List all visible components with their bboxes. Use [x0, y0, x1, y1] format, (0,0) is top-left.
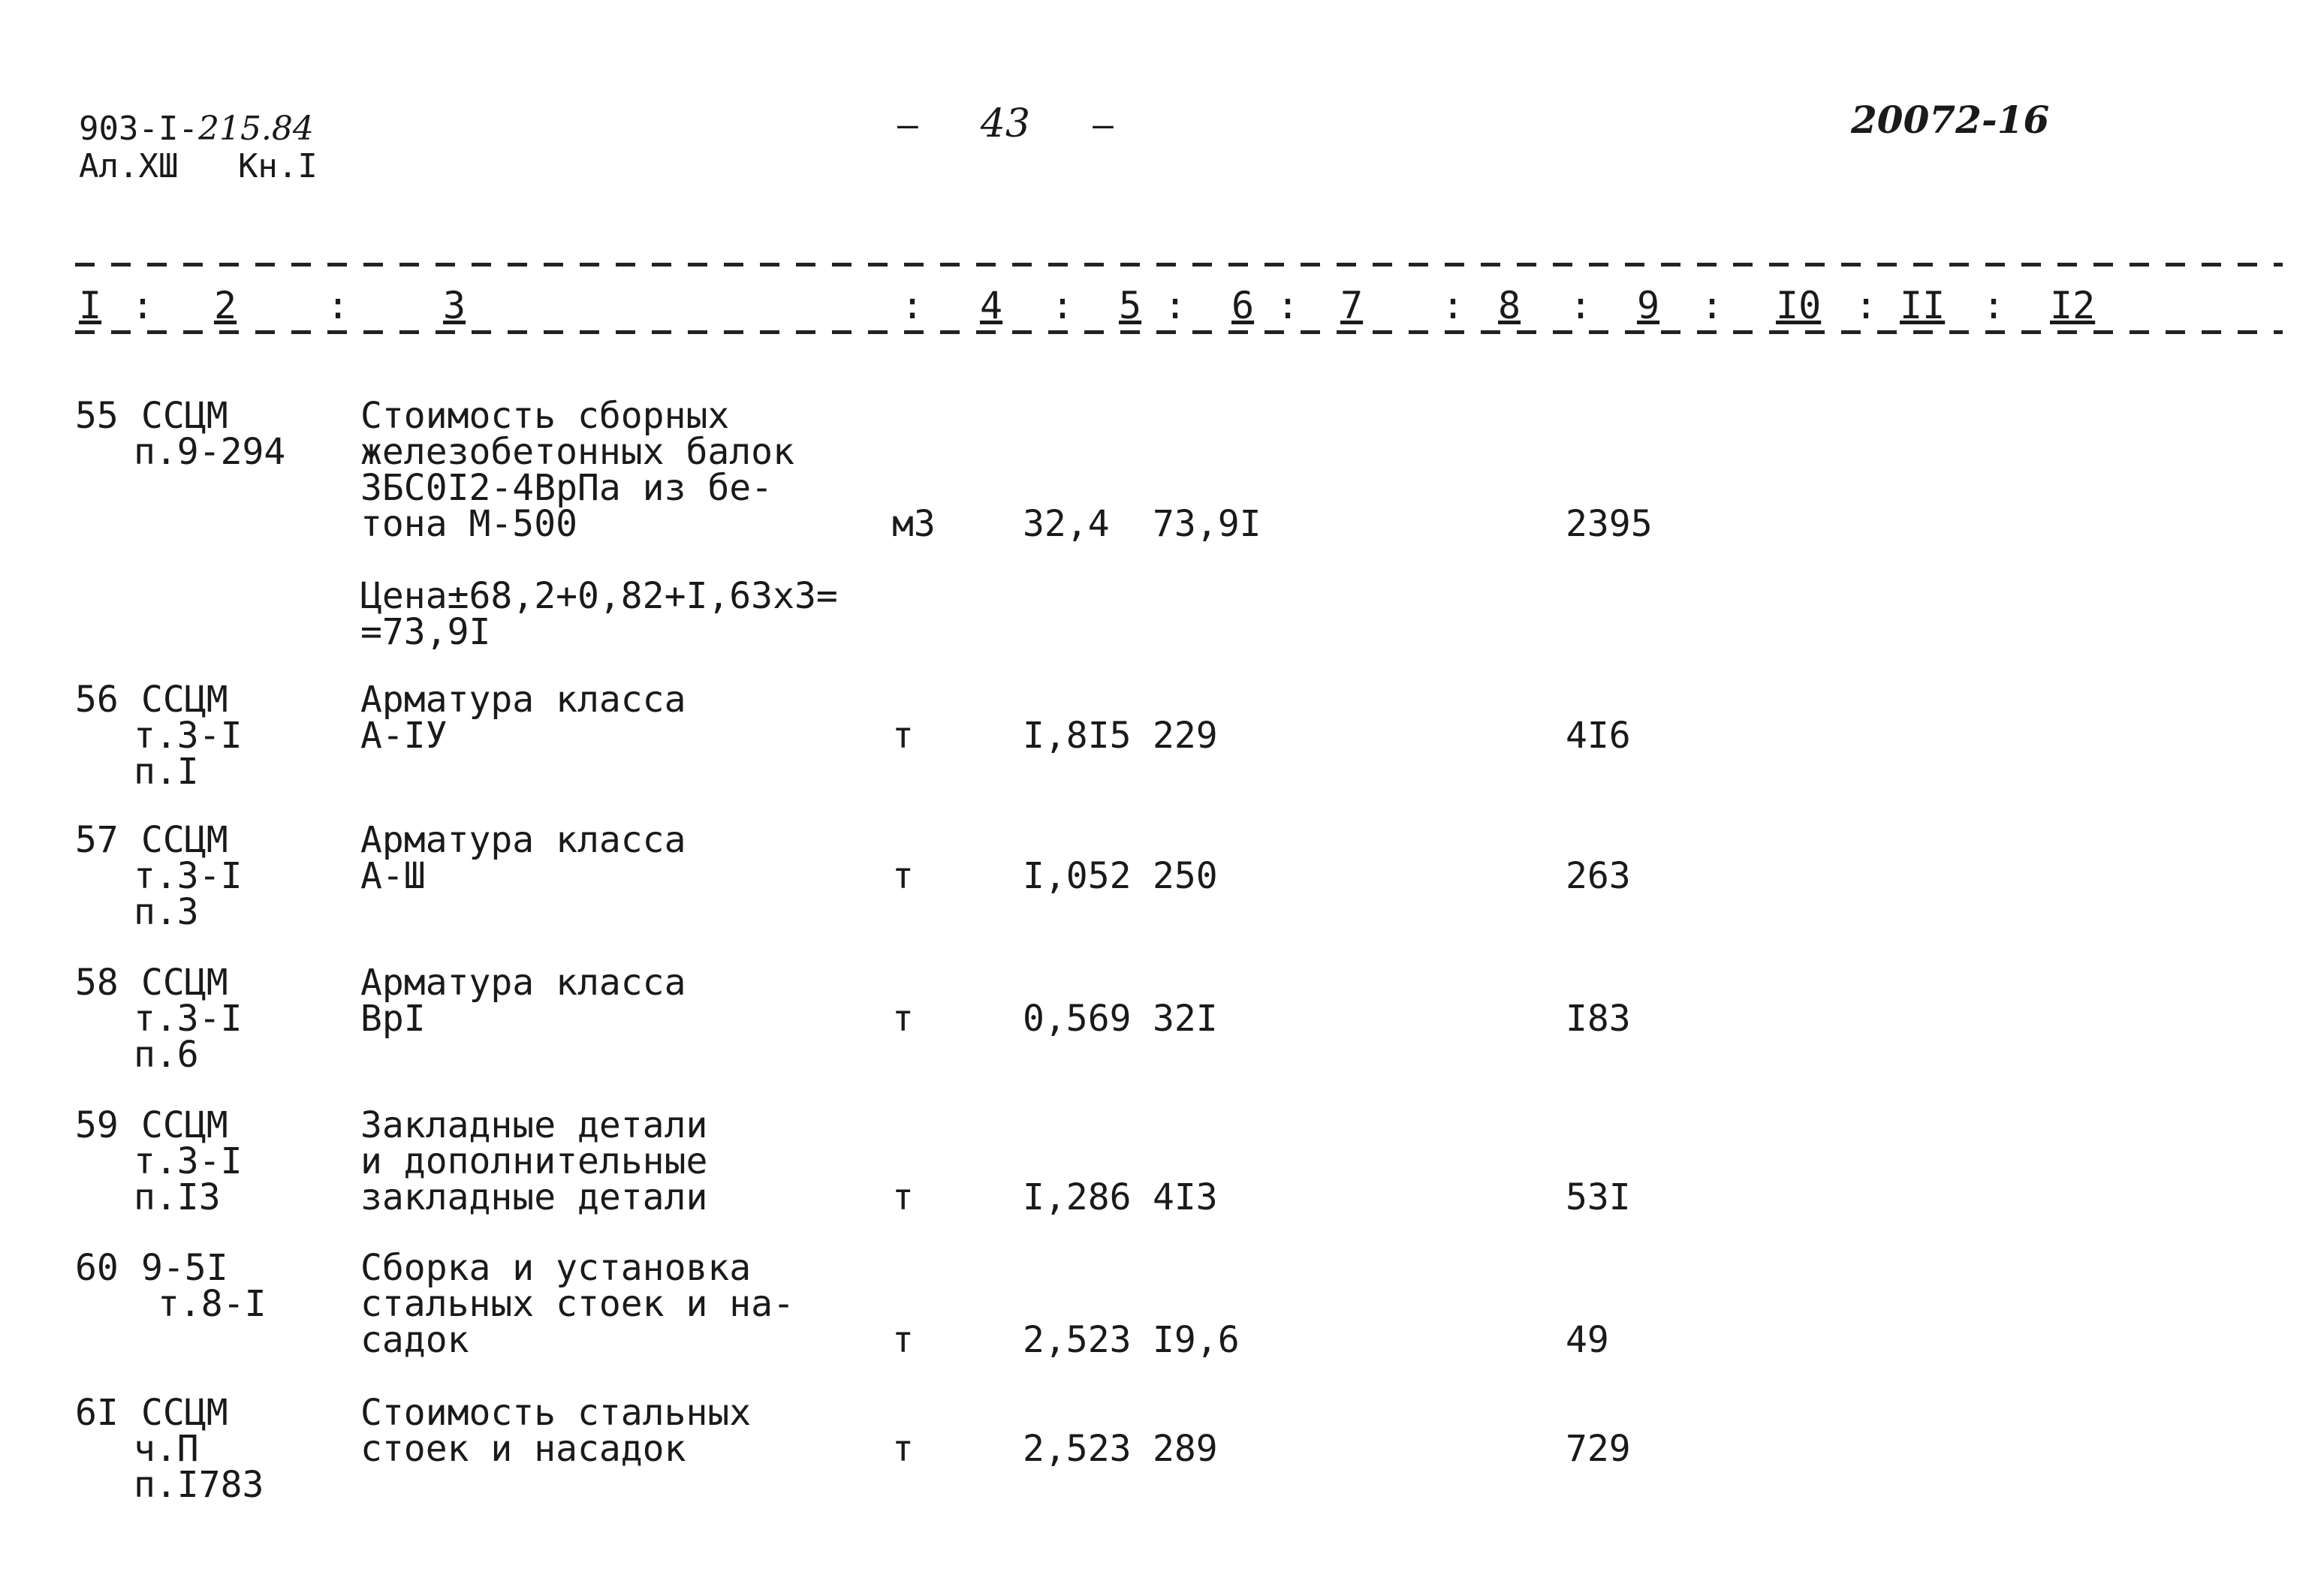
unit-price-value: 229 [1153, 715, 1218, 757]
archive-number: 20072-16 [1851, 98, 2050, 142]
norm-reference: ССЦМ [141, 1392, 228, 1434]
document-code-handwritten: 215.84 [197, 110, 314, 148]
column-number: 2 [214, 284, 237, 327]
column-number: I2 [2050, 284, 2096, 327]
total-cost-value: 729 [1566, 1428, 1631, 1470]
unit-of-measure: т [892, 1428, 914, 1470]
column-separator: : [1855, 284, 1878, 327]
norm-reference: ССЦМ [141, 395, 228, 437]
work-description: Закладные детали [360, 1104, 708, 1146]
row-number: 55 [75, 395, 119, 437]
unit-price-value: 250 [1153, 855, 1218, 897]
row-number: 6I [75, 1392, 119, 1434]
unit-price-value: 73,9I [1153, 503, 1261, 545]
column-number: 7 [1340, 284, 1364, 327]
unit-of-measure: т [892, 1319, 914, 1361]
work-description: стоек и насадок [360, 1428, 686, 1470]
document-code-typed: 903-I- [79, 110, 198, 148]
work-description: Арматура класса [360, 679, 686, 721]
norm-reference: ССЦМ [141, 962, 228, 1004]
column-number: 8 [1498, 284, 1521, 327]
total-cost-value: 2395 [1566, 503, 1653, 545]
column-separator: : [1051, 284, 1075, 327]
page-number: 43 [980, 101, 1030, 146]
norm-reference: п.I [134, 751, 199, 793]
norm-reference: т.8-I [158, 1283, 267, 1325]
row-number: 58 [75, 962, 119, 1004]
page-number-block: – 43 – [897, 101, 1114, 146]
quantity-value: I,286 [1023, 1176, 1132, 1218]
column-separator: : [327, 284, 350, 327]
unit-price-value: I9,6 [1153, 1319, 1240, 1361]
column-number: 3 [443, 284, 466, 327]
column-separator: : [1277, 284, 1300, 327]
norm-reference: п.I783 [134, 1464, 264, 1506]
document-code [79, 111, 314, 147]
row-number: 59 [75, 1104, 119, 1146]
column-number: I [79, 284, 102, 327]
unit-of-measure: т [892, 855, 914, 897]
column-number: 5 [1119, 284, 1142, 327]
price-calculation-note: Цена±68,2+0,82+I,63х3= [360, 575, 838, 617]
column-number: 9 [1637, 284, 1660, 327]
row-number: 57 [75, 819, 119, 861]
work-description: А-IУ [360, 715, 448, 757]
norm-reference: п.3 [134, 891, 199, 933]
total-cost-value: 49 [1566, 1319, 1609, 1361]
row-number: 60 [75, 1247, 119, 1289]
norm-reference: п.9-294 [134, 431, 286, 473]
norm-reference: ч.П [134, 1428, 199, 1470]
work-description: Стоимость сборных [360, 395, 730, 437]
work-description: и дополнительные [360, 1140, 708, 1182]
column-separator: : [1442, 284, 1465, 327]
quantity-value: 2,523 [1023, 1319, 1132, 1361]
column-separator: : [901, 284, 924, 327]
work-description: закладные детали [360, 1176, 708, 1218]
work-description: железобетонных балок [360, 431, 794, 473]
column-separator: : [1982, 284, 2006, 327]
total-cost-value: 53I [1566, 1176, 1631, 1218]
unit-of-measure: т [892, 1176, 914, 1218]
work-description: Сборка и установка [360, 1247, 752, 1289]
column-separator: : [1164, 284, 1187, 327]
column-number: 6 [1231, 284, 1255, 327]
norm-reference: 9-5I [141, 1247, 228, 1289]
quantity-value: I,052 [1023, 855, 1132, 897]
dashed-rule-bottom [75, 330, 2283, 334]
quantity-value: I,8I5 [1023, 715, 1132, 757]
work-description: садок [360, 1319, 469, 1361]
work-description: Арматура класса [360, 962, 686, 1004]
total-cost-value: I83 [1566, 998, 1631, 1040]
unit-of-measure: м3 [892, 503, 936, 545]
unit-price-value: 289 [1153, 1428, 1218, 1470]
work-description: стальных стоек и на- [360, 1283, 794, 1325]
unit-of-measure: т [892, 715, 914, 757]
column-separator: : [1701, 284, 1724, 327]
work-description: А-Ш [360, 855, 426, 897]
volume-label: Ал.XШ [79, 147, 179, 185]
norm-reference: т.3-I [134, 1140, 243, 1182]
total-cost-value: 263 [1566, 855, 1631, 897]
norm-reference: п.I3 [134, 1176, 221, 1218]
quantity-value: 0,569 [1023, 998, 1132, 1040]
norm-reference: ССЦМ [141, 1104, 228, 1146]
column-number: I0 [1776, 284, 1822, 327]
norm-reference: ССЦМ [141, 679, 228, 721]
total-cost-value: 4I6 [1566, 715, 1631, 757]
quantity-value: 2,523 [1023, 1428, 1132, 1470]
unit-of-measure: т [892, 998, 914, 1040]
column-number: II [1900, 284, 1946, 327]
unit-price-value: 4I3 [1153, 1176, 1218, 1218]
norm-reference: т.3-I [134, 855, 243, 897]
row-number: 56 [75, 679, 119, 721]
column-separator: : [131, 284, 155, 327]
volume-book-line [79, 149, 318, 185]
work-description: 3БС0I2-4ВрПа из бе- [360, 467, 773, 509]
book-label: Кн.I [237, 147, 318, 185]
norm-reference: п.6 [134, 1034, 199, 1076]
column-separator: : [1569, 284, 1593, 327]
unit-price-value: 32I [1153, 998, 1218, 1040]
work-description: Стоимость стальных [360, 1392, 752, 1434]
dashed-rule-top [75, 263, 2283, 267]
column-number: 4 [980, 284, 1003, 327]
norm-reference: ССЦМ [141, 819, 228, 861]
work-description: тона М-500 [360, 503, 577, 545]
norm-reference: т.3-I [134, 715, 243, 757]
price-calculation-note: =73,9I [360, 611, 491, 653]
work-description: Арматура класса [360, 819, 686, 861]
norm-reference: т.3-I [134, 998, 243, 1040]
quantity-value: 32,4 [1023, 503, 1110, 545]
work-description: ВрI [360, 998, 426, 1040]
